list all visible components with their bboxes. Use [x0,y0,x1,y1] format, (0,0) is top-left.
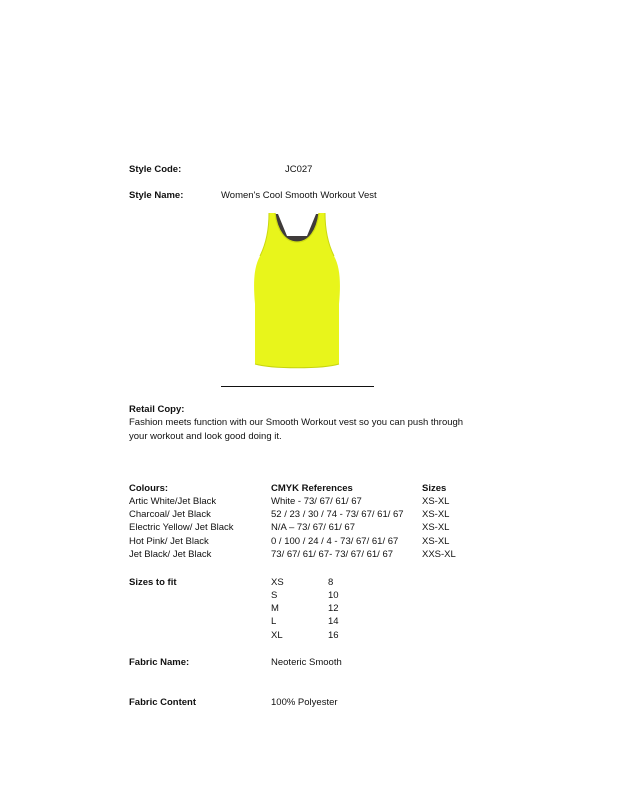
cmyk-value: 52 / 23 / 30 / 74 - 73/ 67/ 61/ 67 [271,509,404,520]
size-code: M [271,603,279,614]
sizes-header: Sizes [422,483,447,494]
style-name-value: Women's Cool Smooth Workout Vest [221,190,377,201]
fabric-content-label: Fabric Content [129,697,197,708]
fabric-name-label: Fabric Name: [129,657,190,668]
style-name-label: Style Name: [129,190,184,201]
sizes-to-fit-label: Sizes to fit [129,577,177,588]
fabric-name-value: Neoteric Smooth [271,657,342,668]
divider-line [221,386,374,387]
colour-row [129,536,469,549]
colour-name: Hot Pink/ Jet Black [129,536,209,547]
style-code-value: JC027 [285,164,313,175]
size-code: L [271,616,277,627]
size-fit: 8 [328,577,334,588]
colour-row [129,549,469,562]
product-image [245,212,350,370]
colour-row [129,496,469,509]
size-range: XXS-XL [422,549,456,560]
cmyk-value: N/A – 73/ 67/ 61/ 67 [271,522,355,533]
size-code: XS [271,577,284,588]
cmyk-value: 0 / 100 / 24 / 4 - 73/ 67/ 61/ 67 [271,536,399,547]
size-fit: 10 [328,590,339,601]
colour-name: Charcoal/ Jet Black [129,509,211,520]
retail-copy-line-1: Fashion meets function with our Smooth Workout vest so you can push through [129,417,464,428]
size-range: XS-XL [422,496,450,507]
colour-name: Jet Black/ Jet Black [129,549,212,560]
size-range: XS-XL [422,536,450,547]
colour-name: Artic White/Jet Black [129,496,217,507]
style-code-label: Style Code: [129,164,182,175]
colour-row [129,509,469,522]
fabric-content-value: 100% Polyester [271,697,338,708]
size-code: XL [271,630,283,641]
colours-header: Colours: [129,483,169,494]
cmyk-value: 73/ 67/ 61/ 67- 73/ 67/ 61/ 67 [271,549,394,560]
cmyk-header: CMYK References [271,483,353,494]
colours-table-header [129,483,469,496]
retail-copy-line-2: your workout and look good doing it. [129,431,282,442]
size-range: XS-XL [422,509,450,520]
size-code: S [271,590,278,601]
size-fit: 12 [328,603,339,614]
colour-row [129,522,469,535]
size-fit: 14 [328,616,339,627]
size-fit: 16 [328,630,339,641]
retail-copy-label: Retail Copy: [129,404,185,415]
size-range: XS-XL [422,522,450,533]
cmyk-value: White - 73/ 67/ 61/ 67 [271,496,362,507]
colour-name: Electric Yellow/ Jet Black [129,522,234,533]
